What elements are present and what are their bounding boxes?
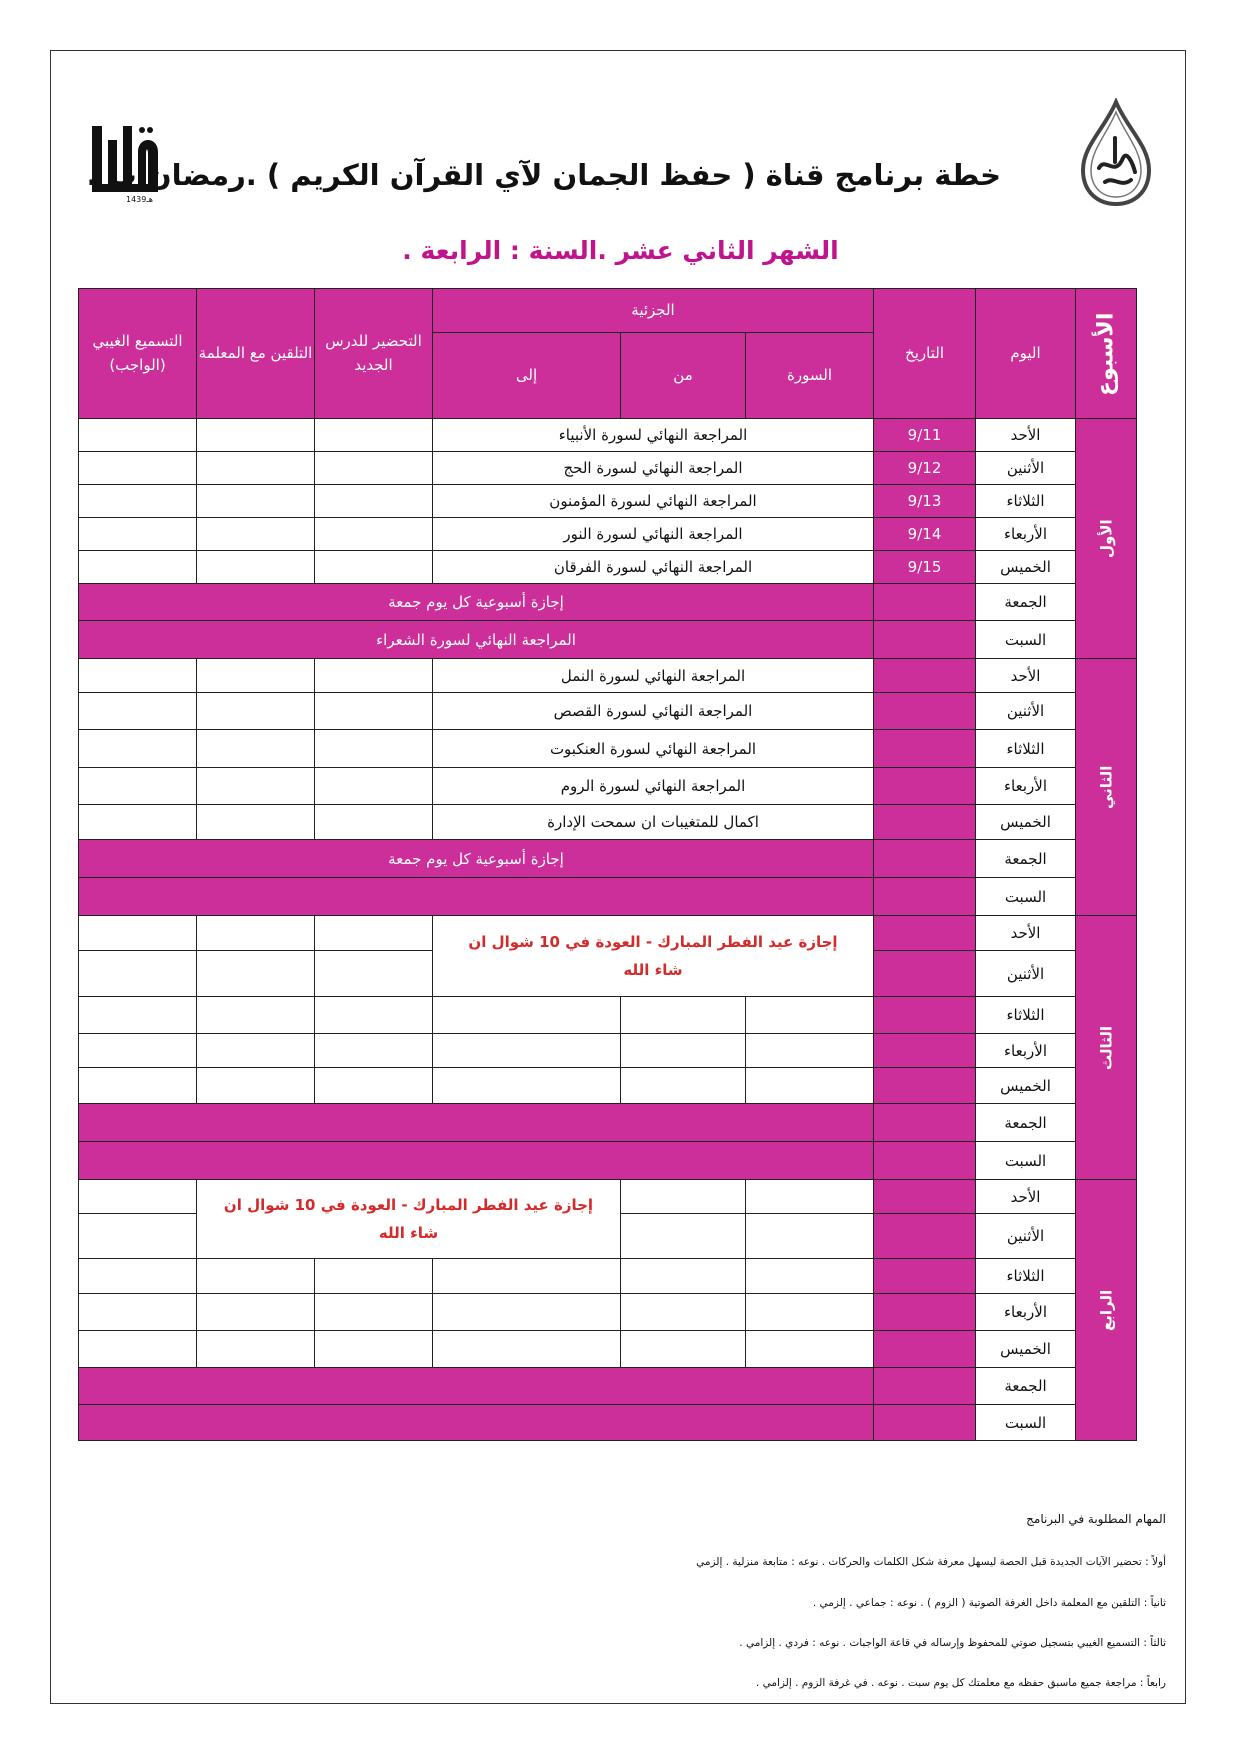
blank-cell [621, 1214, 746, 1259]
blank-cell [315, 805, 433, 840]
date-cell [874, 730, 976, 768]
day-cell: الأربعاء [976, 518, 1076, 551]
blank-cell [197, 1068, 315, 1104]
date-cell [874, 997, 976, 1034]
blank-cell [621, 1331, 746, 1368]
day-cell: الأثنين [976, 951, 1076, 997]
blank-cell [746, 1034, 874, 1068]
blank-cell [79, 659, 197, 693]
blank-cell [79, 1331, 197, 1368]
svg-text:1439هـ: 1439هـ [126, 195, 153, 204]
portion-cell: المراجعة النهائي لسورة النور [433, 518, 874, 551]
portion-cell: المراجعة النهائي لسورة النمل [433, 659, 874, 693]
blank-cell [79, 1068, 197, 1104]
portion-cell: المراجعة النهائي لسورة الحج [433, 452, 874, 485]
note-item: ثانياً : التلقين مع المعلمة داخل الغرفة الصوتية ( الزوم ) . نوعه : جماعي . إلزمي . [812, 1597, 1166, 1609]
blank-cell [746, 1259, 874, 1294]
header-talqeen: التلقين مع المعلمة [197, 289, 315, 419]
day-cell: الخميس [976, 805, 1076, 840]
blank-cell [79, 1180, 197, 1214]
blank-cell [746, 997, 874, 1034]
blank-cell [315, 485, 433, 518]
blank-cell [197, 518, 315, 551]
blank-cell [79, 1294, 197, 1331]
note-item: أولاً : تحضير الآيات الجديدة قبل الحصة ليسهل معرفة شكل الكلمات والحركات . نوعه : متابعة منزلية . إلزمي [696, 1556, 1166, 1568]
blank-cell [315, 768, 433, 805]
date-cell [874, 1259, 976, 1294]
date-cell [874, 1368, 976, 1405]
friday-note: إجازة أسبوعية كل يوم جمعة [79, 584, 874, 621]
date-cell [874, 805, 976, 840]
date-cell [874, 1294, 976, 1331]
day-cell: الأثنين [976, 452, 1076, 485]
saturday-note: المراجعة النهائي لسورة الشعراء [79, 621, 874, 659]
date-cell [874, 1034, 976, 1068]
date-cell: 9/12 [874, 452, 976, 485]
portion-cell: المراجعة النهائي لسورة القصص [433, 693, 874, 730]
notes-heading: المهام المطلوبة في البرنامج [1026, 1512, 1166, 1526]
blank-cell [433, 1068, 621, 1104]
blank-cell [197, 1294, 315, 1331]
blank-cell [197, 730, 315, 768]
blank-cell [79, 1259, 197, 1294]
blank-cell [197, 551, 315, 584]
date-cell [874, 1068, 976, 1104]
saturday-note [79, 878, 874, 916]
blank-cell [197, 485, 315, 518]
date-cell: 9/14 [874, 518, 976, 551]
day-cell: السبت [976, 878, 1076, 916]
week-label: الرابع [1076, 1180, 1137, 1441]
day-cell: السبت [976, 621, 1076, 659]
header-surah: السورة [746, 333, 874, 419]
blank-cell [746, 1180, 874, 1214]
day-cell: الأثنين [976, 693, 1076, 730]
day-cell: الجمعة [976, 840, 1076, 878]
plan-table [78, 288, 1137, 1441]
day-cell: الخميس [976, 1331, 1076, 1368]
date-cell: 9/15 [874, 551, 976, 584]
blank-cell [79, 805, 197, 840]
portion-cell: المراجعة النهائي لسورة الأنبياء [433, 419, 874, 452]
header-prep: التحضير للدرس الجديد [315, 289, 433, 419]
blank-cell [79, 1034, 197, 1068]
date-cell [874, 693, 976, 730]
friday-note: إجازة أسبوعية كل يوم جمعة [79, 840, 874, 878]
blank-cell [621, 1294, 746, 1331]
saturday-note [79, 1142, 874, 1180]
day-cell: الخميس [976, 551, 1076, 584]
date-cell: 9/13 [874, 485, 976, 518]
blank-cell [315, 659, 433, 693]
blank-cell [315, 916, 433, 951]
header-week: الأسبوع [1076, 289, 1137, 419]
day-cell: الثلاثاء [976, 997, 1076, 1034]
blank-cell [79, 997, 197, 1034]
date-cell [874, 768, 976, 805]
blank-cell [433, 1331, 621, 1368]
header-date: التاريخ [874, 289, 976, 419]
day-cell: الثلاثاء [976, 1259, 1076, 1294]
blank-cell [79, 916, 197, 951]
date-cell [874, 621, 976, 659]
header-portion: الجزئية [433, 289, 874, 333]
blank-cell [79, 730, 197, 768]
header-tasmee: التسميع الغيبي (الواجب) [79, 289, 197, 419]
day-cell: الأثنين [976, 1214, 1076, 1259]
blank-cell [79, 951, 197, 997]
blank-cell [315, 1294, 433, 1331]
day-cell: الأربعاء [976, 1294, 1076, 1331]
day-cell: الجمعة [976, 584, 1076, 621]
blank-cell [197, 1034, 315, 1068]
portion-cell: المراجعة النهائي لسورة الفرقان [433, 551, 874, 584]
note-item: ثالثاً : التسميع الغيبي بتسجيل صوتي للمحفوظ وإرساله في قاعة الواجبات . نوعه : فردي . إلزامي . [739, 1637, 1166, 1649]
blank-cell [197, 1259, 315, 1294]
portion-cell: المراجعة النهائي لسورة الروم [433, 768, 874, 805]
note-item: رابعاً : مراجعة جميع ماسبق حفظه مع معلمتك كل يوم سبت . نوعه . في غرفة الزوم . إلزامي . [755, 1677, 1166, 1689]
blank-cell [315, 693, 433, 730]
date-cell: 9/11 [874, 419, 976, 452]
blank-cell [79, 693, 197, 730]
blank-cell [79, 768, 197, 805]
day-cell: السبت [976, 1142, 1076, 1180]
blank-cell [746, 1068, 874, 1104]
day-cell: السبت [976, 1405, 1076, 1441]
blank-cell [197, 951, 315, 997]
eid-holiday-note [197, 1180, 621, 1259]
day-cell: الجمعة [976, 1104, 1076, 1142]
blank-cell [315, 730, 433, 768]
eid-holiday-text: إجازة عيد الفطر المبارك - العودة في 10 شوال ان شاء الله [223, 1195, 594, 1242]
blank-cell [315, 1034, 433, 1068]
date-cell [874, 659, 976, 693]
blank-cell [746, 1294, 874, 1331]
date-cell [874, 951, 976, 997]
date-cell [874, 1405, 976, 1441]
friday-note [79, 1368, 874, 1405]
blank-cell [315, 452, 433, 485]
day-cell: الثلاثاء [976, 730, 1076, 768]
blank-cell [621, 1034, 746, 1068]
blank-cell [197, 805, 315, 840]
blank-cell [433, 997, 621, 1034]
blank-cell [197, 768, 315, 805]
date-cell [874, 1331, 976, 1368]
saturday-note [79, 1405, 874, 1441]
blank-cell [315, 419, 433, 452]
portion-cell: اكمال للمتغيبات ان سمحت الإدارة [433, 805, 874, 840]
blank-cell [315, 997, 433, 1034]
day-cell: الأحد [976, 659, 1076, 693]
blank-cell [621, 1180, 746, 1214]
header-from: من [621, 333, 746, 419]
friday-note [79, 1104, 874, 1142]
blank-cell [79, 452, 197, 485]
date-cell [874, 840, 976, 878]
week-label: الثاني [1076, 659, 1137, 916]
date-cell [874, 1142, 976, 1180]
day-cell: الخميس [976, 1068, 1076, 1104]
week-label: الأول [1076, 419, 1137, 659]
blank-cell [621, 1068, 746, 1104]
day-cell: الأربعاء [976, 1034, 1076, 1068]
blank-cell [315, 1259, 433, 1294]
date-cell [874, 1214, 976, 1259]
day-cell: الأحد [976, 1180, 1076, 1214]
blank-cell [315, 1068, 433, 1104]
blank-cell [315, 1331, 433, 1368]
blank-cell [315, 951, 433, 997]
week-label: الثالث [1076, 916, 1137, 1180]
page-subtitle: الشهر الثاني عشر .السنة : الرابعة . [402, 236, 839, 265]
page-title: خطة برنامج قناة ( حفظ الجمان لآي القرآن الكريم ) .رمضان ب . [86, 158, 1001, 192]
date-cell [874, 1180, 976, 1214]
blank-cell [79, 485, 197, 518]
blank-cell [433, 1294, 621, 1331]
eid-holiday-text: إجازة عيد الفطر المبارك - العودة في 10 شوال ان شاء الله [468, 932, 838, 979]
eid-holiday-note [433, 916, 874, 997]
blank-cell [197, 1331, 315, 1368]
blank-cell [79, 1214, 197, 1259]
hudhaq-logo [1075, 98, 1157, 208]
day-cell: الأربعاء [976, 768, 1076, 805]
blank-cell [315, 518, 433, 551]
day-cell: الثلاثاء [976, 485, 1076, 518]
date-cell [874, 916, 976, 951]
blank-cell [197, 659, 315, 693]
blank-cell [197, 419, 315, 452]
blank-cell [433, 1034, 621, 1068]
day-cell: الجمعة [976, 1368, 1076, 1405]
header-to: إلى [433, 333, 621, 419]
blank-cell [621, 1259, 746, 1294]
blank-cell [197, 997, 315, 1034]
blank-cell [433, 1259, 621, 1294]
date-cell [874, 1104, 976, 1142]
blank-cell [197, 452, 315, 485]
date-cell [874, 584, 976, 621]
blank-cell [621, 997, 746, 1034]
day-cell: الأحد [976, 916, 1076, 951]
blank-cell [79, 419, 197, 452]
blank-cell [746, 1214, 874, 1259]
blank-cell [79, 518, 197, 551]
blank-cell [315, 551, 433, 584]
date-cell [874, 878, 976, 916]
portion-cell: المراجعة النهائي لسورة المؤمنون [433, 485, 874, 518]
day-cell: الأحد [976, 419, 1076, 452]
portion-cell: المراجعة النهائي لسورة العنكبوت [433, 730, 874, 768]
blank-cell [79, 551, 197, 584]
blank-cell [197, 916, 315, 951]
blank-cell [197, 693, 315, 730]
header-day: اليوم [976, 289, 1076, 419]
blank-cell [746, 1331, 874, 1368]
